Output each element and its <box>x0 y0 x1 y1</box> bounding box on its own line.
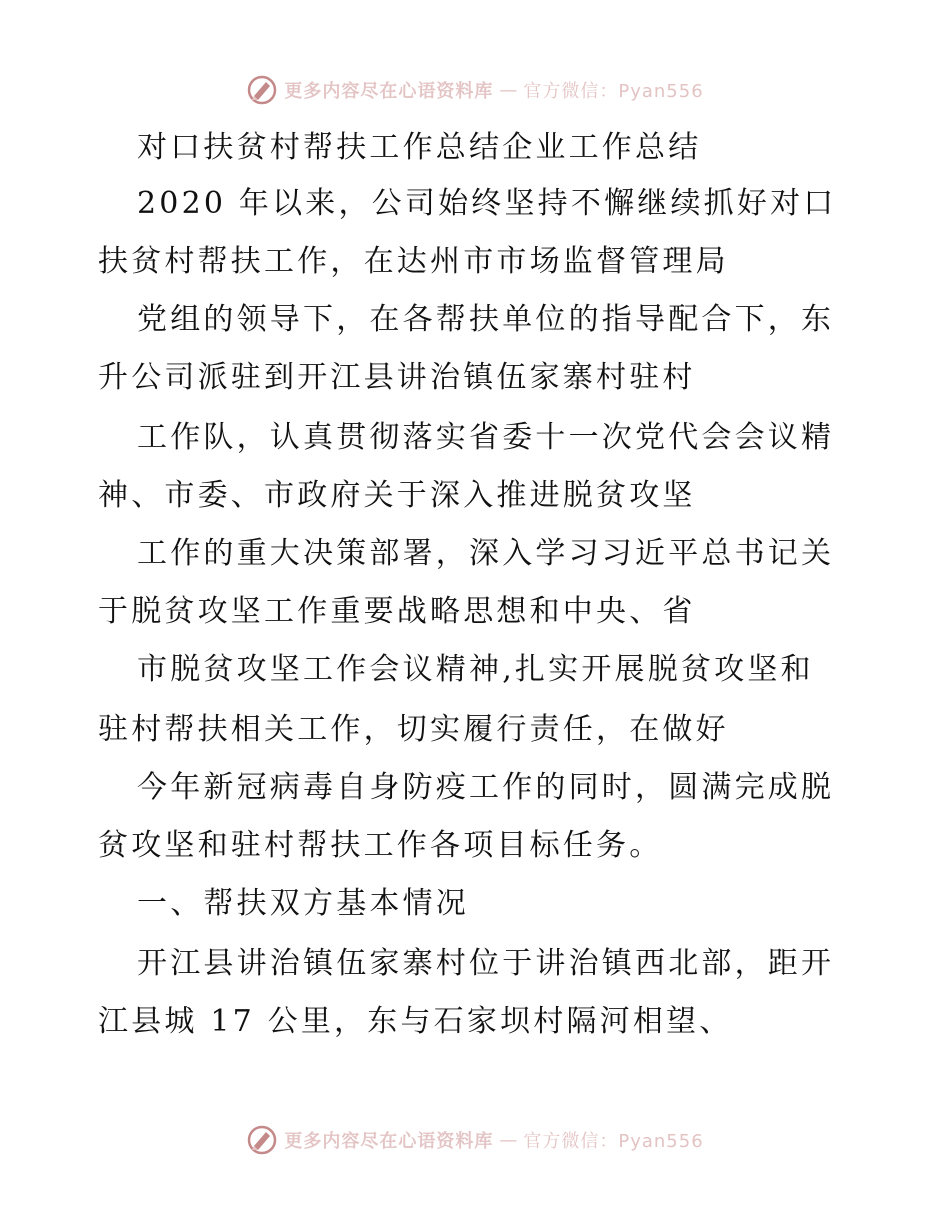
paragraph-line: 驻村帮扶相关工作，切实履行责任，在做好 <box>98 712 729 747</box>
paragraph-line: 市脱贫攻坚工作会议精神,扎实开展脱贫攻坚和 <box>137 652 814 687</box>
document-title: 对口扶贫村帮扶工作总结企业工作总结 <box>137 130 702 165</box>
section-heading: 一、帮扶双方基本情况 <box>137 886 469 921</box>
watermark-separator: — <box>499 79 518 101</box>
paragraph-line: 神、市委、市政府关于深入推进脱贫攻坚 <box>98 478 696 513</box>
paragraph-line: 开江县讲治镇伍家寨村位于讲治镇西北部，距开 <box>137 946 835 981</box>
paragraph-line: 工作的重大决策部署，深入学习习近平总书记关 <box>137 536 835 571</box>
paragraph-line: 2020 年以来，公司始终坚持不懈继续抓好对口 <box>137 186 837 221</box>
header-watermark <box>0 72 950 108</box>
logo-icon <box>246 74 278 106</box>
paragraph-line: 贫攻坚和驻村帮扶工作各项目标任务。 <box>98 828 663 863</box>
logo-icon <box>246 1124 278 1156</box>
footer-watermark <box>0 1122 950 1158</box>
watermark-wechat: 官方微信：Pyan556 <box>523 1131 704 1152</box>
paragraph-line: 党组的领导下，在各帮扶单位的指导配合下，东 <box>137 302 835 337</box>
paragraph-line: 工作队，认真贯彻落实省委十一次党代会会议精 <box>137 420 835 455</box>
paragraph-line: 今年新冠病毒自身防疫工作的同时，圆满完成脱 <box>137 770 835 805</box>
watermark-wechat: 官方微信：Pyan556 <box>523 81 704 102</box>
paragraph-line: 扶贫村帮扶工作，在达州市市场监督管理局 <box>98 244 729 279</box>
watermark-brand: 更多内容尽在心语资料库 <box>284 1131 494 1152</box>
paragraph-line: 江县城 17 公里，东与石家坝村隔河相望、 <box>98 1004 733 1039</box>
paragraph-line: 升公司派驻到开江县讲治镇伍家寨村驻村 <box>98 360 696 395</box>
watermark-brand: 更多内容尽在心语资料库 <box>284 81 494 102</box>
watermark-separator: — <box>499 1129 518 1151</box>
paragraph-line: 于脱贫攻坚工作重要战略思想和中央、省 <box>98 594 696 629</box>
